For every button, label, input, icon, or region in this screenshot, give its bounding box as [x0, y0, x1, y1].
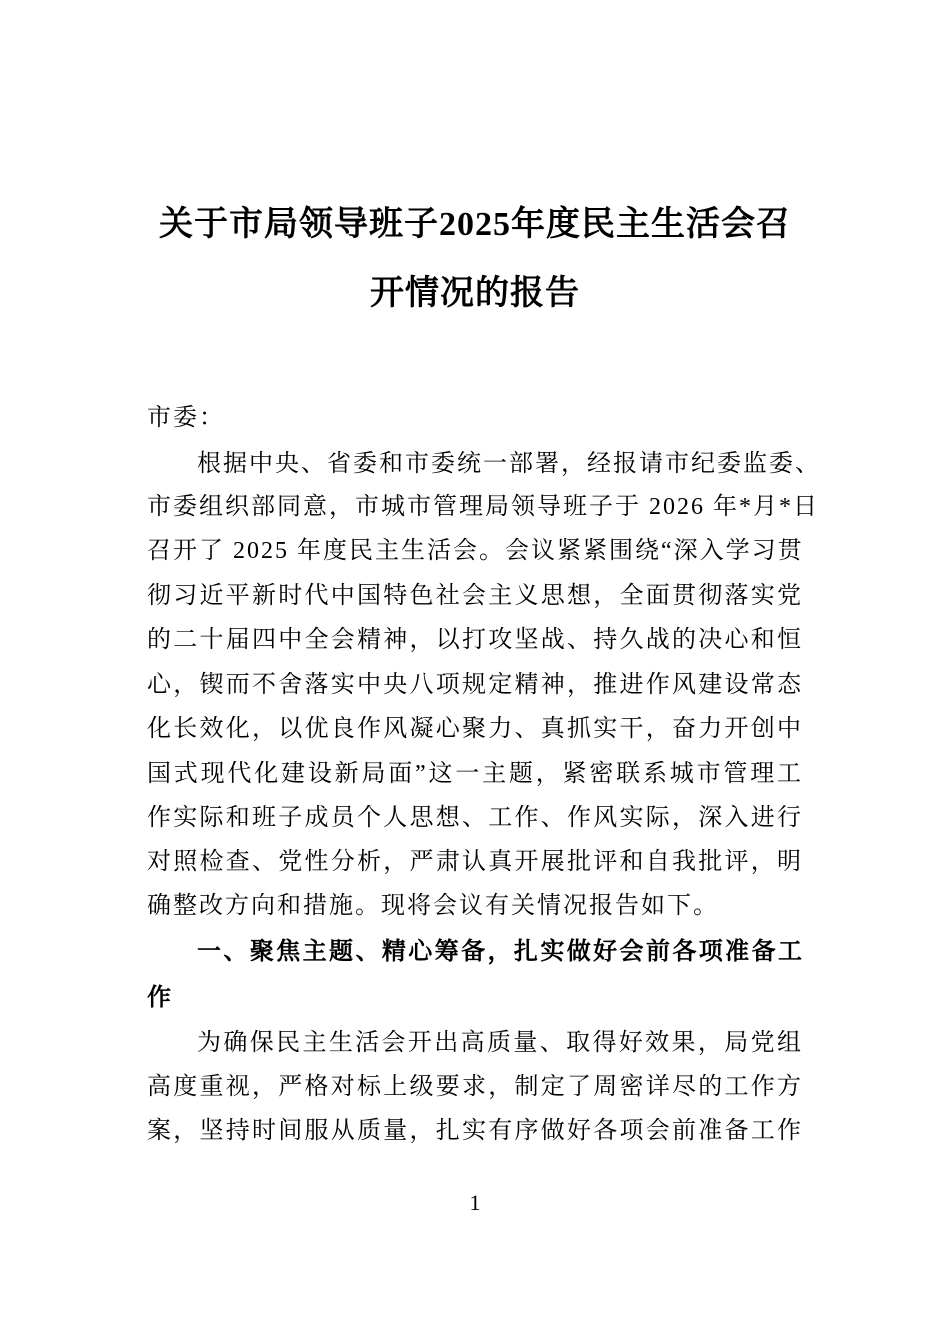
body-line: 根据中央、省委和市委统一部署，经报请市纪委监委、 — [197, 451, 821, 477]
page-number: 1 — [469, 1190, 481, 1215]
body-line: 市委组织部同意，市城市管理局领导班子于 2026 年*月*日 — [147, 494, 819, 520]
body-line: 彻习近平新时代中国特色社会主义思想，全面贯彻落实党 — [147, 583, 803, 609]
body-line: 为确保民主生活会开出高质量、取得好效果，局党组 — [197, 1030, 803, 1056]
document-title-line-2: 开情况的报告 — [370, 275, 580, 312]
body-line: 高度重视，严格对标上级要求，制定了周密详尽的工作方 — [147, 1074, 803, 1100]
body-line: 心，锲而不舍落实中央八项规定精神，推进作风建设常态 — [147, 672, 803, 698]
body-line: 确整改方向和措施。现将会议有关情况报告如下。 — [147, 893, 719, 919]
salutation: 市委： — [147, 405, 225, 431]
body-line: 国式现代化建设新局面”这一主题，紧密联系城市管理工 — [147, 761, 803, 787]
body-line: 作实际和班子成员个人思想、工作、作风实际，深入进行 — [147, 805, 803, 831]
body-line: 的二十届四中全会精神，以打攻坚战、持久战的决心和恒 — [147, 627, 803, 653]
document-title-line-1: 关于市局领导班子2025年度民主生活会召 — [159, 206, 791, 243]
body-line: 案，坚持时间服从质量，扎实有序做好各项会前准备工作 — [147, 1118, 803, 1144]
body-line: 化长效化，以优良作风凝心聚力、真抓实干，奋力开创中 — [147, 716, 803, 742]
body-line: 召开了 2025 年度民主生活会。会议紧紧围绕“深入学习贯 — [147, 538, 804, 564]
section-heading: 一、聚焦主题、精心筹备，扎实做好会前各项准备工 — [197, 938, 803, 965]
section-heading-cont: 作 — [147, 984, 172, 1011]
body-line: 对照检查、党性分析，严肃认真开展批评和自我批评，明 — [147, 849, 803, 875]
